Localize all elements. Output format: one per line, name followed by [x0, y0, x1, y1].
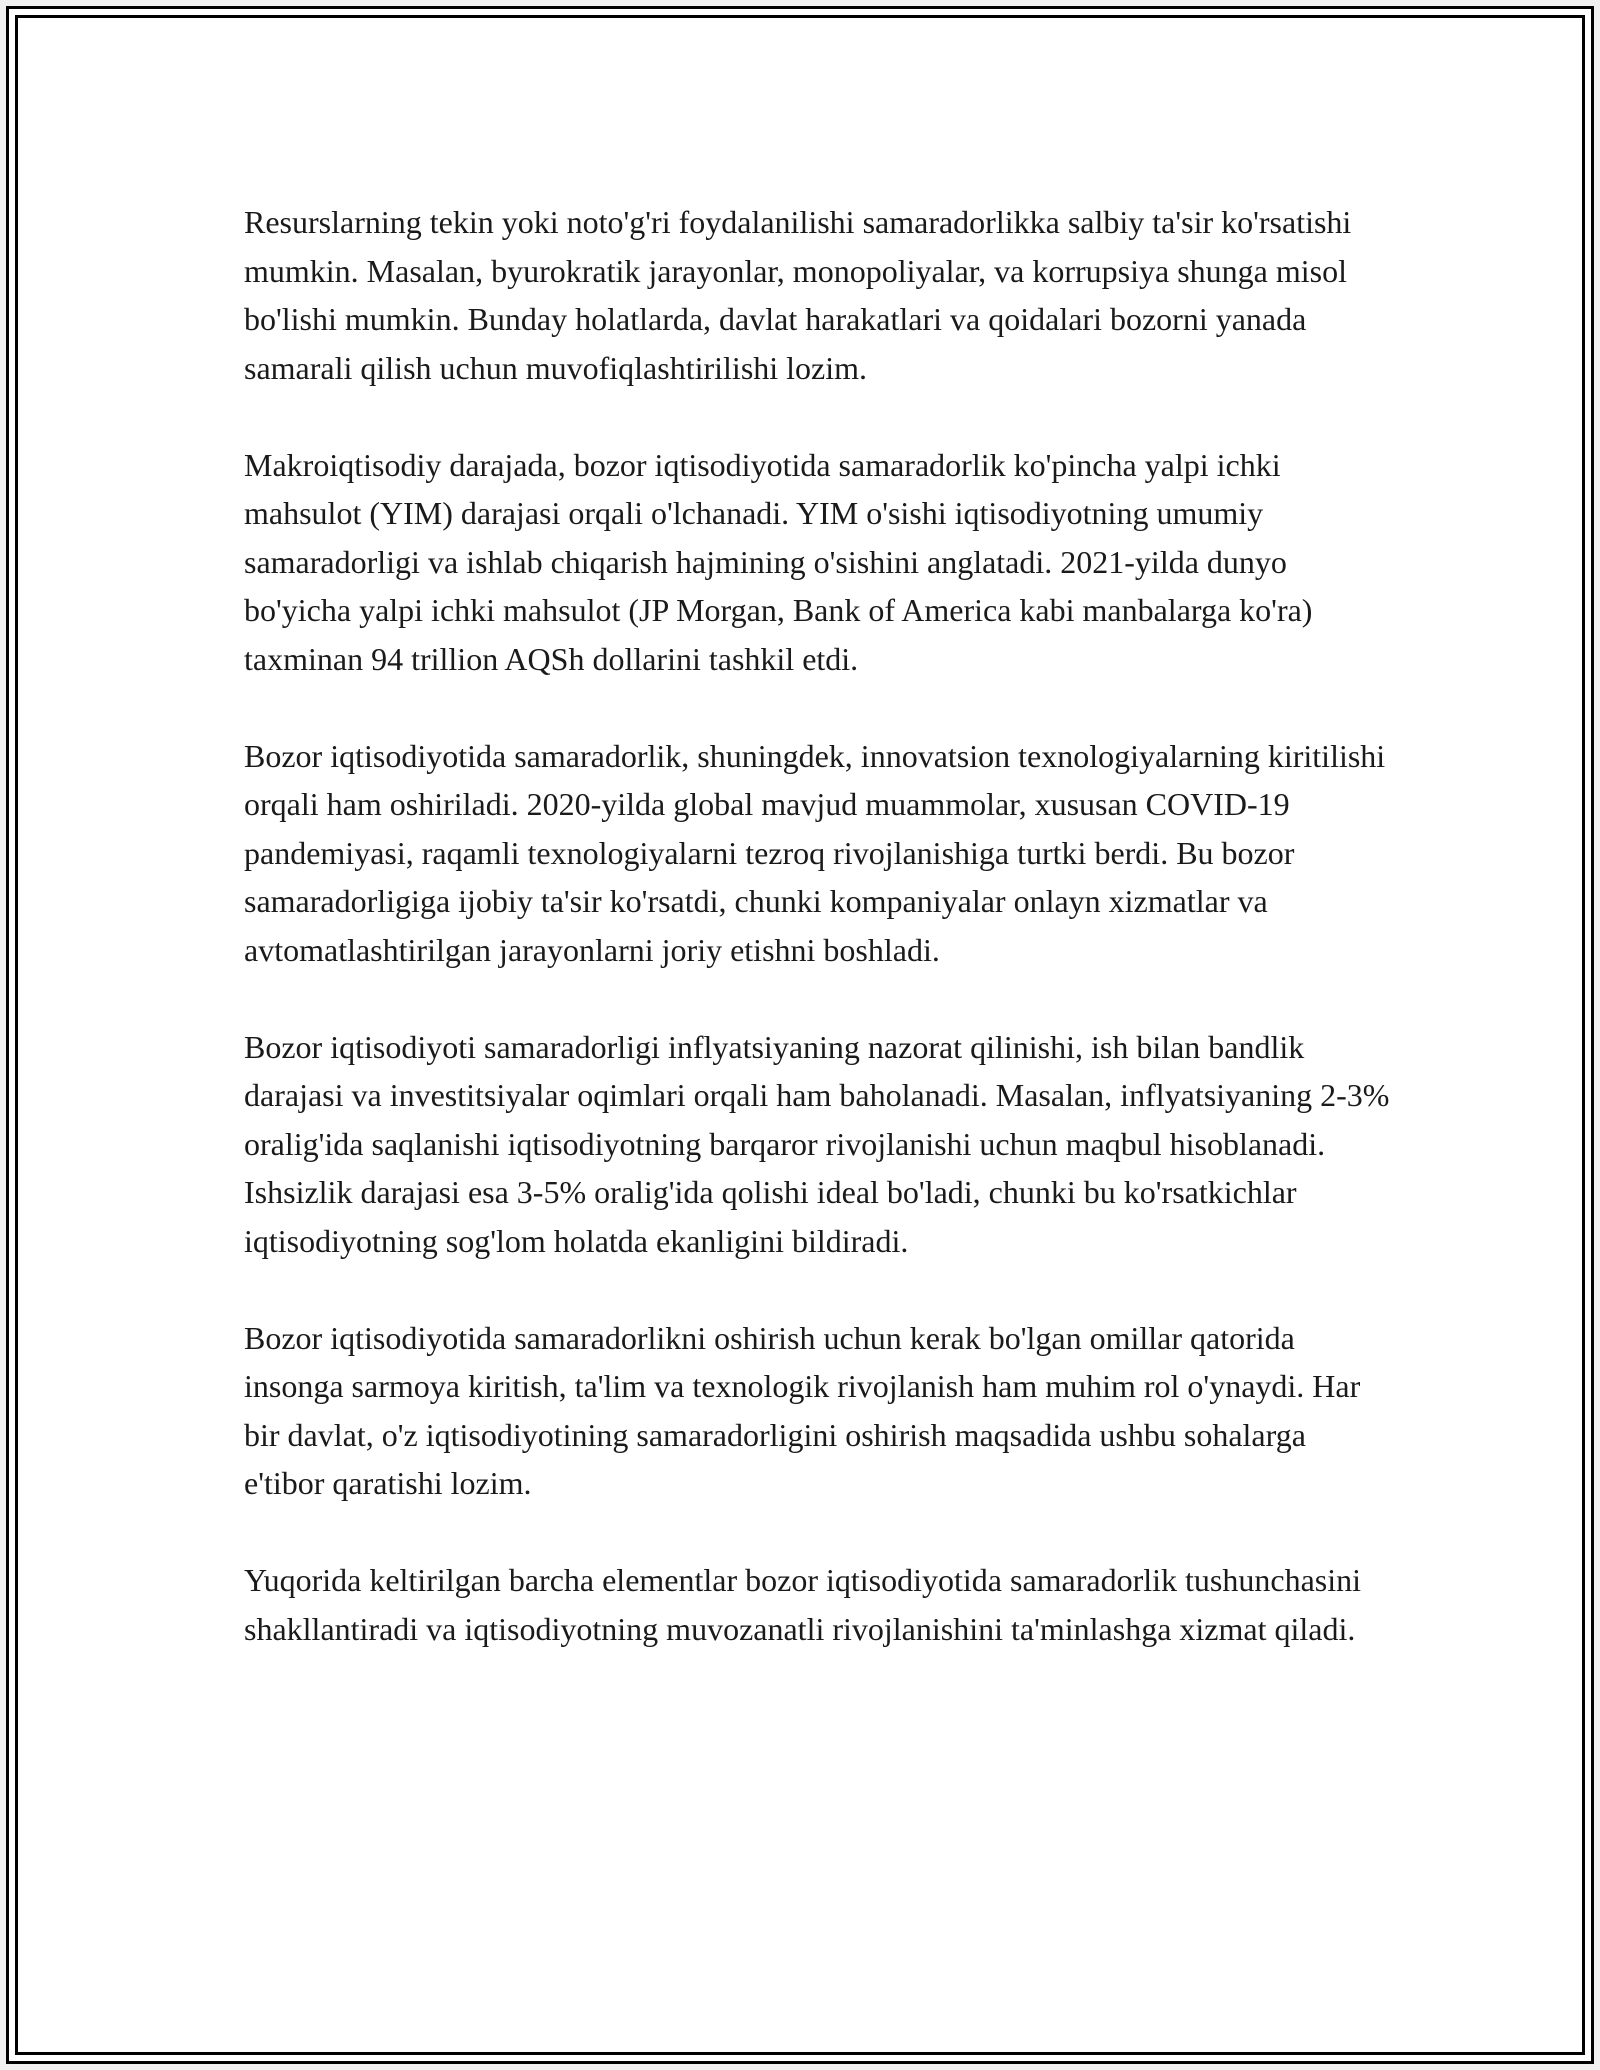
paragraph-3: Bozor iqtisodiyotida samaradorlik, shuningdek, innovatsion texnologiyalarning kiritilishi orqali ham oshiriladi. 2020-yilda global mavjud muammolar, xususan COVID-19 pandemiyasi, raqamli texnologiyalarni tezroq rivojlanishiga turtki berdi. Bu bozor samaradorligiga ijobiy ta'sir ko'rsatdi, chunki kompaniyalar onlayn xizmatlar va avtomatlashtirilgan jarayonlarni joriy etishni boshladi.	[244, 737, 1386, 968]
paragraph-5: Bozor iqtisodiyotida samaradorlikni oshirish uchun kerak bo'lgan omillar qatorida insonga sarmoya kiritish, ta'lim va texnologik rivojlanish ham muhim rol o'ynaydi. Har bir davlat, o'z iqtisodiyotining samaradorligini oshirish maqsadida ushbu sohalarga e'tibor qaratishi lozim.	[244, 1319, 1361, 1501]
document-body	[244, 198, 1394, 1653]
page-outer-frame	[6, 6, 1594, 2064]
page-inner-frame	[15, 15, 1585, 2055]
paragraph-4: Bozor iqtisodiyoti samaradorligi inflyatsiyaning nazorat qilinishi, ish bilan bandlik darajasi va investitsiyalar oqimlari orqali ham baholanadi. Masalan, inflyatsiyaning 2-3% oralig'ida saqlanishi iqtisodiyotning barqaror rivojlanishi uchun maqbul hisoblanadi. Ishsizlik darajasi esa 3-5% oralig'ida qolishi ideal bo'ladi, chunki bu ko'rsatkichlar iqtisodiyotning sog'lom holatda ekanligini bildiradi.	[244, 1028, 1390, 1259]
paragraph-2: Makroiqtisodiy darajada, bozor iqtisodiyotida samaradorlik ko'pincha yalpi ichki mahsulot (YIM) darajasi orqali o'lchanadi. YIM o'sishi iqtisodiyotning umumiy samaradorligi va ishlab chiqarish hajmining o'sishini anglatadi. 2021-yilda dunyo bo'yicha yalpi ichki mahsulot (JP Morgan, Bank of America kabi manbalarga ko'ra) taxminan 94 trillion AQSh dollarini tashkil etdi.	[244, 446, 1313, 677]
paragraph-6: Yuqorida keltirilgan barcha elementlar bozor iqtisodiyotida samaradorlik tushunchasini shakllantiradi va iqtisodiyotning muvozanatli rivojlanishini ta'minlashga xizmat qiladi.	[244, 1562, 1362, 1647]
paragraph-1: Resurslarning tekin yoki noto'g'ri foydalanilishi samaradorlikka salbiy ta'sir ko'rsatishi mumkin. Masalan, byurokratik jarayonlar, monopoliyalar, va korrupsiya shunga misol bo'lishi mumkin. Bunday holatlarda, davlat harakatlari va qoidalari bozorni yanada samarali qilish uchun muvofiqlashtirilishi lozim.	[244, 204, 1352, 386]
